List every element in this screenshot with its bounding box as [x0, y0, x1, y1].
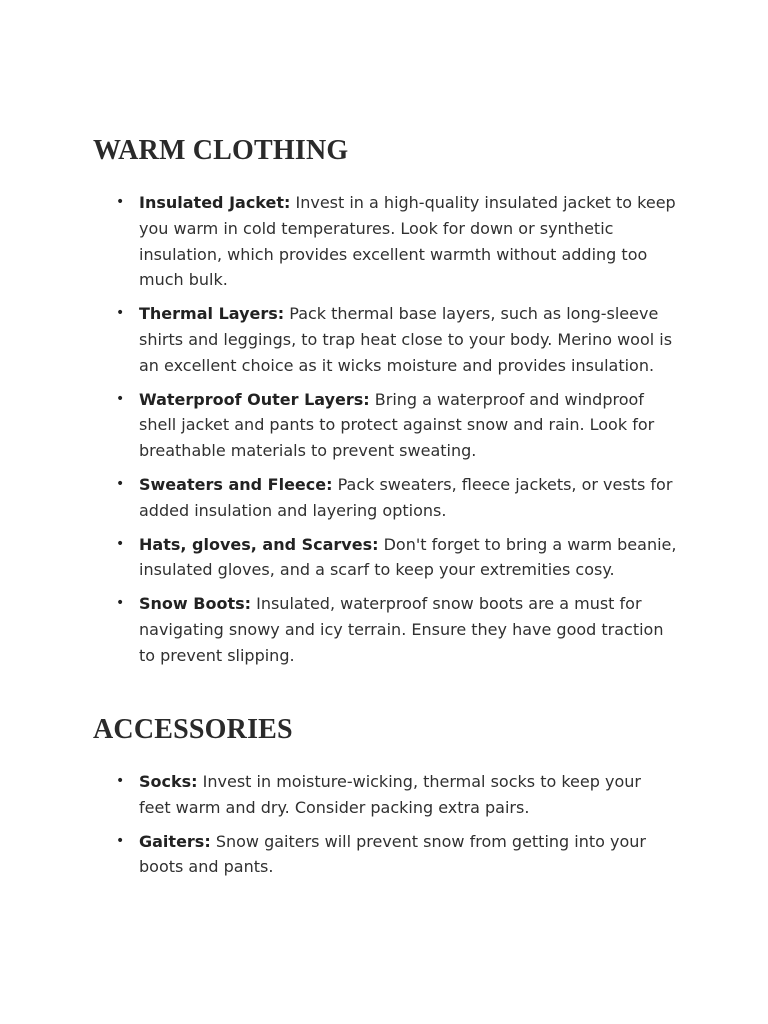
bullet-icon: •	[116, 194, 125, 210]
list-item	[93, 532, 677, 584]
bullet-icon: •	[116, 595, 125, 612]
bullet-icon: •	[116, 390, 125, 407]
item-text: Insulated, waterproof snow boots are a must for navigating snowy and icy terrain. Ensure they have good traction to prevent slipping.	[139, 594, 664, 665]
bullet-icon: •	[116, 475, 125, 492]
item-text: Bring a waterproof and windproof shell jacket and pants to protect against snow and rain. Look for breathable materials to prevent sweating.	[139, 389, 655, 461]
item-label: Socks:	[139, 772, 198, 791]
bullet-icon: •	[116, 773, 125, 789]
accessories-section	[93, 713, 683, 888]
bullet-icon: •	[116, 305, 125, 322]
item-text: Invest in a high-quality insulated jacket to keep you warm in cold temperatures. Look for down or synthetic insulation, which provides excellent warmth without adding too much bulk.	[139, 193, 676, 290]
item-label: Sweaters and Fleece:	[139, 474, 333, 494]
item-label: Hats, gloves, and Scarves:	[139, 534, 379, 554]
bullet-icon: •	[116, 535, 125, 552]
list-item	[93, 190, 677, 293]
item-label: Snow Boots:	[139, 594, 252, 614]
item-text: Pack sweaters, fleece jackets, or vests for added insulation and layering options.	[139, 474, 673, 520]
list-item	[93, 769, 677, 821]
item-text: Invest in moisture-wicking, thermal socks to keep your feet warm and dry. Consider packing extra pairs.	[139, 772, 641, 817]
list-item	[93, 472, 677, 524]
warm-clothing-list	[93, 190, 683, 669]
warm-clothing-section	[93, 134, 683, 677]
list-item	[93, 387, 677, 464]
section-heading-warm-clothing: WARM CLOTHING	[93, 135, 349, 166]
list-item	[93, 829, 677, 881]
item-text: Snow gaiters will prevent snow from getting into your boots and pants.	[139, 831, 646, 877]
item-label: Waterproof Outer Layers:	[139, 389, 370, 409]
list-item	[93, 591, 677, 668]
item-label: Insulated Jacket:	[139, 193, 291, 212]
item-label: Gaiters:	[139, 831, 211, 851]
accessories-list	[93, 769, 683, 880]
item-label: Thermal Layers:	[139, 304, 285, 324]
list-item	[93, 301, 673, 378]
section-heading-accessories: ACCESSORIES	[93, 714, 293, 745]
bullet-icon: •	[116, 832, 125, 849]
item-text: Pack thermal base layers, such as long-sleeve shirts and leggings, to trap heat close to your body. Merino wool is an excellent choice as it wicks moisture and provides insulation.	[139, 304, 673, 375]
item-text: Don't forget to bring a warm beanie, insulated gloves, and a scarf to keep your extremities cosy.	[139, 534, 677, 580]
